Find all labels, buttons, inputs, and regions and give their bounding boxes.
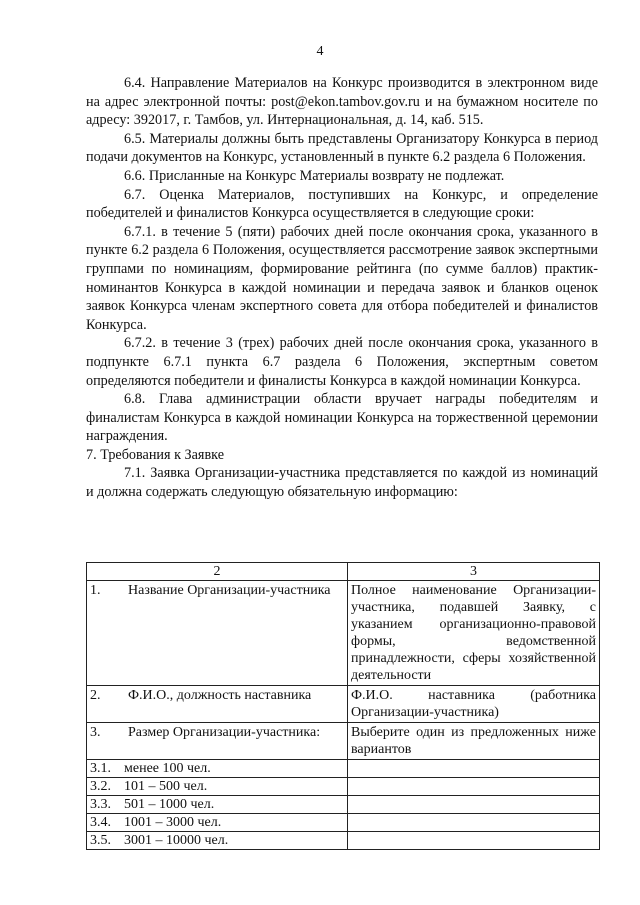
table-cell-value	[348, 814, 600, 832]
paragraph-6-6: 6.6. Присланные на Конкурс Материалы возврату не подлежат.	[124, 167, 505, 184]
section-title: 7. Требования к Заявке	[86, 446, 224, 463]
table-row	[87, 581, 600, 686]
table-cell-label	[87, 723, 348, 760]
table-row	[87, 723, 600, 760]
row-number: 3.3.	[90, 797, 111, 812]
paragraph-6-7-1: 6.7.1. в течение 5 (пяти) рабочих дней после окончания срока, указанного в пункте 6.2 раздела 6 Положения, осуществляется рассмотрение заявок экспертными группами по номинациям, формирование рейтинга (по сумме баллов) практик-номинантов Конкурса в каждой номинации и передача заявок и бланков оценок заявок Конкурса членам экспертного совета для отбора победителей и финалистов Конкурса.	[86, 223, 598, 333]
row-label: 3001 – 10000 чел.	[124, 833, 229, 848]
paragraph-6-4: 6.4. Направление Материалов на Конкурс производится в электронном виде на адрес электронной почты: post@ekon.tambov.gov.ru и на бумажном носителе по адресу: 392017, г. Тамбов, ул. Интернациональная, д. 14, каб. 515.	[86, 75, 598, 129]
row-label: Ф.И.О., должность наставника	[128, 688, 312, 703]
row-label: Название Организации-участника	[128, 583, 331, 598]
table-cell-value	[348, 796, 600, 814]
table-cell-label	[87, 814, 348, 832]
table-header-row	[87, 563, 600, 581]
row-number: 3.	[90, 725, 101, 740]
table-row	[87, 778, 600, 796]
table-row	[87, 832, 600, 850]
paragraph-6-7-2: 6.7.2. в течение 3 (трех) рабочих дней после окончания срока, указанного в подпункте 6.7.1 пункта 6.7 раздела 6 Положения, экспертным советом определяются победители и финалисты Конкурса в каждой номинации Конкурса.	[86, 335, 598, 389]
table-cell-value: Ф.И.О. наставника (работника Организации-участника)	[348, 686, 600, 723]
table-cell-label	[87, 686, 348, 723]
requirements-table	[86, 562, 600, 850]
row-number: 3.5.	[90, 833, 111, 848]
row-number: 3.1.	[90, 761, 111, 776]
table-cell-value	[348, 832, 600, 850]
table-row	[87, 760, 600, 778]
table-row	[87, 796, 600, 814]
row-label: 501 – 1000 чел.	[124, 797, 215, 812]
row-number: 1.	[90, 583, 101, 598]
row-label: менее 100 чел.	[124, 761, 211, 776]
table-header-cell: 2	[87, 563, 348, 581]
table-row	[87, 814, 600, 832]
table-row	[87, 686, 600, 723]
table-cell-label	[87, 778, 348, 796]
row-label: 1001 – 3000 чел.	[124, 815, 222, 830]
page-number: 4	[316, 44, 324, 59]
paragraph-6-8: 6.8. Глава администрации области вручает награды победителям и финалистам Конкурса в каждой номинации Конкурса на торжественной церемонии награждения.	[86, 391, 598, 445]
row-label: Размер Организации-участника:	[128, 725, 321, 740]
row-number: 3.2.	[90, 779, 111, 794]
row-label: 101 – 500 чел.	[124, 779, 208, 794]
table-cell-value: Выберите один из предложенных ниже вариантов	[348, 723, 600, 760]
table-cell-label	[87, 832, 348, 850]
table-cell-value	[348, 760, 600, 778]
row-number: 2.	[90, 688, 101, 703]
table-cell-label	[87, 581, 348, 686]
paragraph-6-5: 6.5. Материалы должны быть представлены Организатору Конкурса в период подачи документов на Конкурс, установленный в пункте 6.2 раздела 6 Положения.	[86, 130, 598, 166]
table-cell-value	[348, 778, 600, 796]
table-cell-value: Полное наименование Организации-участника, подавшей Заявку, с указанием организационно-правовой формы, ведомственной принадлежности, сферы хозяйственной деятельности	[348, 581, 600, 686]
table-cell-label	[87, 796, 348, 814]
table-header-cell: 3	[348, 563, 600, 581]
table-cell-label	[87, 760, 348, 778]
paragraph-7-1: 7.1. Заявка Организации-участника представляется по каждой из номинаций и должна содержать следующую обязательную информацию:	[86, 465, 598, 501]
document-body	[86, 74, 598, 502]
row-number: 3.4.	[90, 815, 111, 830]
paragraph-6-7: 6.7. Оценка Материалов, поступивших на Конкурс, и определение победителей и финалистов Конкурса осуществляется в следующие сроки:	[86, 186, 598, 222]
